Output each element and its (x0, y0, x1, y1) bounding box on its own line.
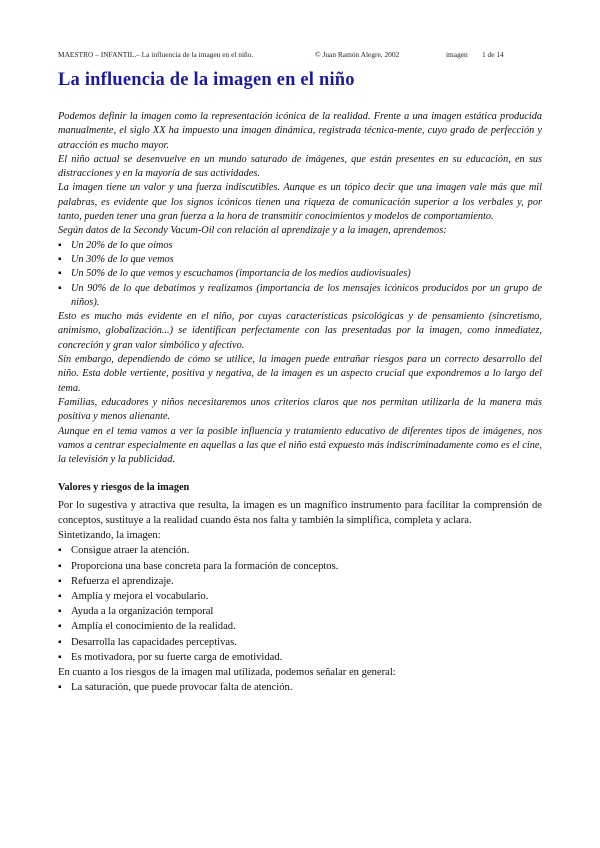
list-item: ▪ Desarrolla las capacidades perceptivas. (58, 635, 542, 650)
learning-stats-list (58, 239, 542, 310)
list-item: ▪ Ayuda a la organización temporal (58, 604, 542, 619)
intro-paragraph: Según datos de la Secondy Vacum-Oil con relación al aprendizaje y a la imagen, aprendemos: (58, 225, 447, 237)
list-item: ▪ Es motivadora, por su fuerte carga de emotividad. (58, 650, 542, 665)
header-section: imagen (446, 50, 468, 59)
section-body (58, 498, 542, 696)
running-header (58, 50, 558, 59)
intro-paragraph: Esto es mucho más evidente en el niño, por cuyas características psicológicas y de pensamiento (sincretismo, animismo, globalización...) se identifican perfectamente con las presentadas por la imagen, como inmediatez, concreción y gran valor simbólico y afectivo. (58, 311, 542, 351)
list-item: ▪ Un 30% de lo que vemos (58, 253, 542, 267)
list-item: ▪ Un 20% de lo que oímos (58, 239, 542, 253)
document-body (58, 110, 542, 695)
header-page-number: 1 de 14 (482, 50, 504, 59)
list-item: ▪ Un 90% de lo que debatimos y realizamos (importancia de los mensajes icónicos producidos por un grupo de niños). (58, 282, 542, 311)
image-risks-list (58, 680, 542, 695)
list-item: ▪ Amplía y mejora el vocabulario. (58, 589, 542, 604)
intro-paragraph: Podemos definir la imagen como la representación icónica de la realidad. Frente a una imagen estática producida manualmente, el siglo XX ha impuesto una imagen dinámica, registrada técnica-mente, cuyo grado de perfección y atracción es mucho mayor. (58, 111, 542, 151)
intro-paragraph: El niño actual se desenvuelve en un mundo saturado de imágenes, que están presentes en su educación, en sus distracciones y en la mayoría de sus actividades. (58, 153, 542, 180)
list-item: ▪ Refuerza el aprendizaje. (58, 574, 542, 589)
list-item: ▪ Amplía el conocimiento de la realidad. (58, 619, 542, 634)
document-title: La influencia de la imagen en el niño (58, 70, 355, 90)
image-values-list (58, 543, 542, 665)
list-item: ▪ Proporciona una base concreta para la formación de conceptos. (58, 559, 542, 574)
header-author: © Juan Ramón Alegre, 2002 (315, 50, 400, 59)
list-item: ▪ La saturación, que puede provocar falta de atención. (58, 680, 542, 695)
list-item: ▪ Consigue atraer la atención. (58, 543, 542, 558)
intro-paragraph: Sin embargo, dependiendo de cómo se utilice, la imagen puede entrañar riesgos para un correcto desarrollo del niño. Esta doble vertiente, positiva y negativa, de la imagen es un aspecto crucial que expondremos a lo largo del tema. (58, 354, 542, 394)
section-paragraph: En cuanto a los riesgos de la imagen mal utilizada, podemos señalar en general: (58, 666, 396, 678)
intro-paragraph: Aunque en el tema vamos a ver la posible influencia y tratamiento educativo de diferentes tipos de imágenes, nos vamos a centrar especialmente en aquellas a las que el niño está expuesto más indiscriminadamente como es el cine, la televisión y la publicidad. (58, 425, 542, 466)
header-course-title: MAESTRO – INFANTIL.– La influencia de la imagen en el niño. (58, 50, 254, 59)
section-paragraph: Sintetizando, la imagen: (58, 530, 161, 542)
section-paragraph: Por lo sugestiva y atractiva que resulta, la imagen es un magnífico instrumento para facilitar la comprensión de conceptos, sustituye a la realidad cuando ésta nos falta y también la simplifica, completa y aclara. (58, 499, 542, 526)
intro-paragraph: Familias, educadores y niños necesitaremos unos criterios claros que nos permitan utilizarla de la manera más positiva y menos alienante. (58, 396, 542, 423)
intro-paragraph: La imagen tiene un valor y una fuerza indiscutibles. Aunque es un tópico decir que una imagen vale más que mil palabras, es evidente que los signos icónicos tienen una riqueza de comunicación superior a los verbales y, por tanto, pueden tener una gran fuerza a la hora de transmitir conocimientos y modelos de comportamiento. (58, 182, 542, 223)
list-item: ▪ Un 50% de lo que vemos y escuchamos (importancia de los medios audiovisuales) (58, 267, 542, 281)
section-heading: Valores y riesgos de la imagen (58, 482, 190, 494)
